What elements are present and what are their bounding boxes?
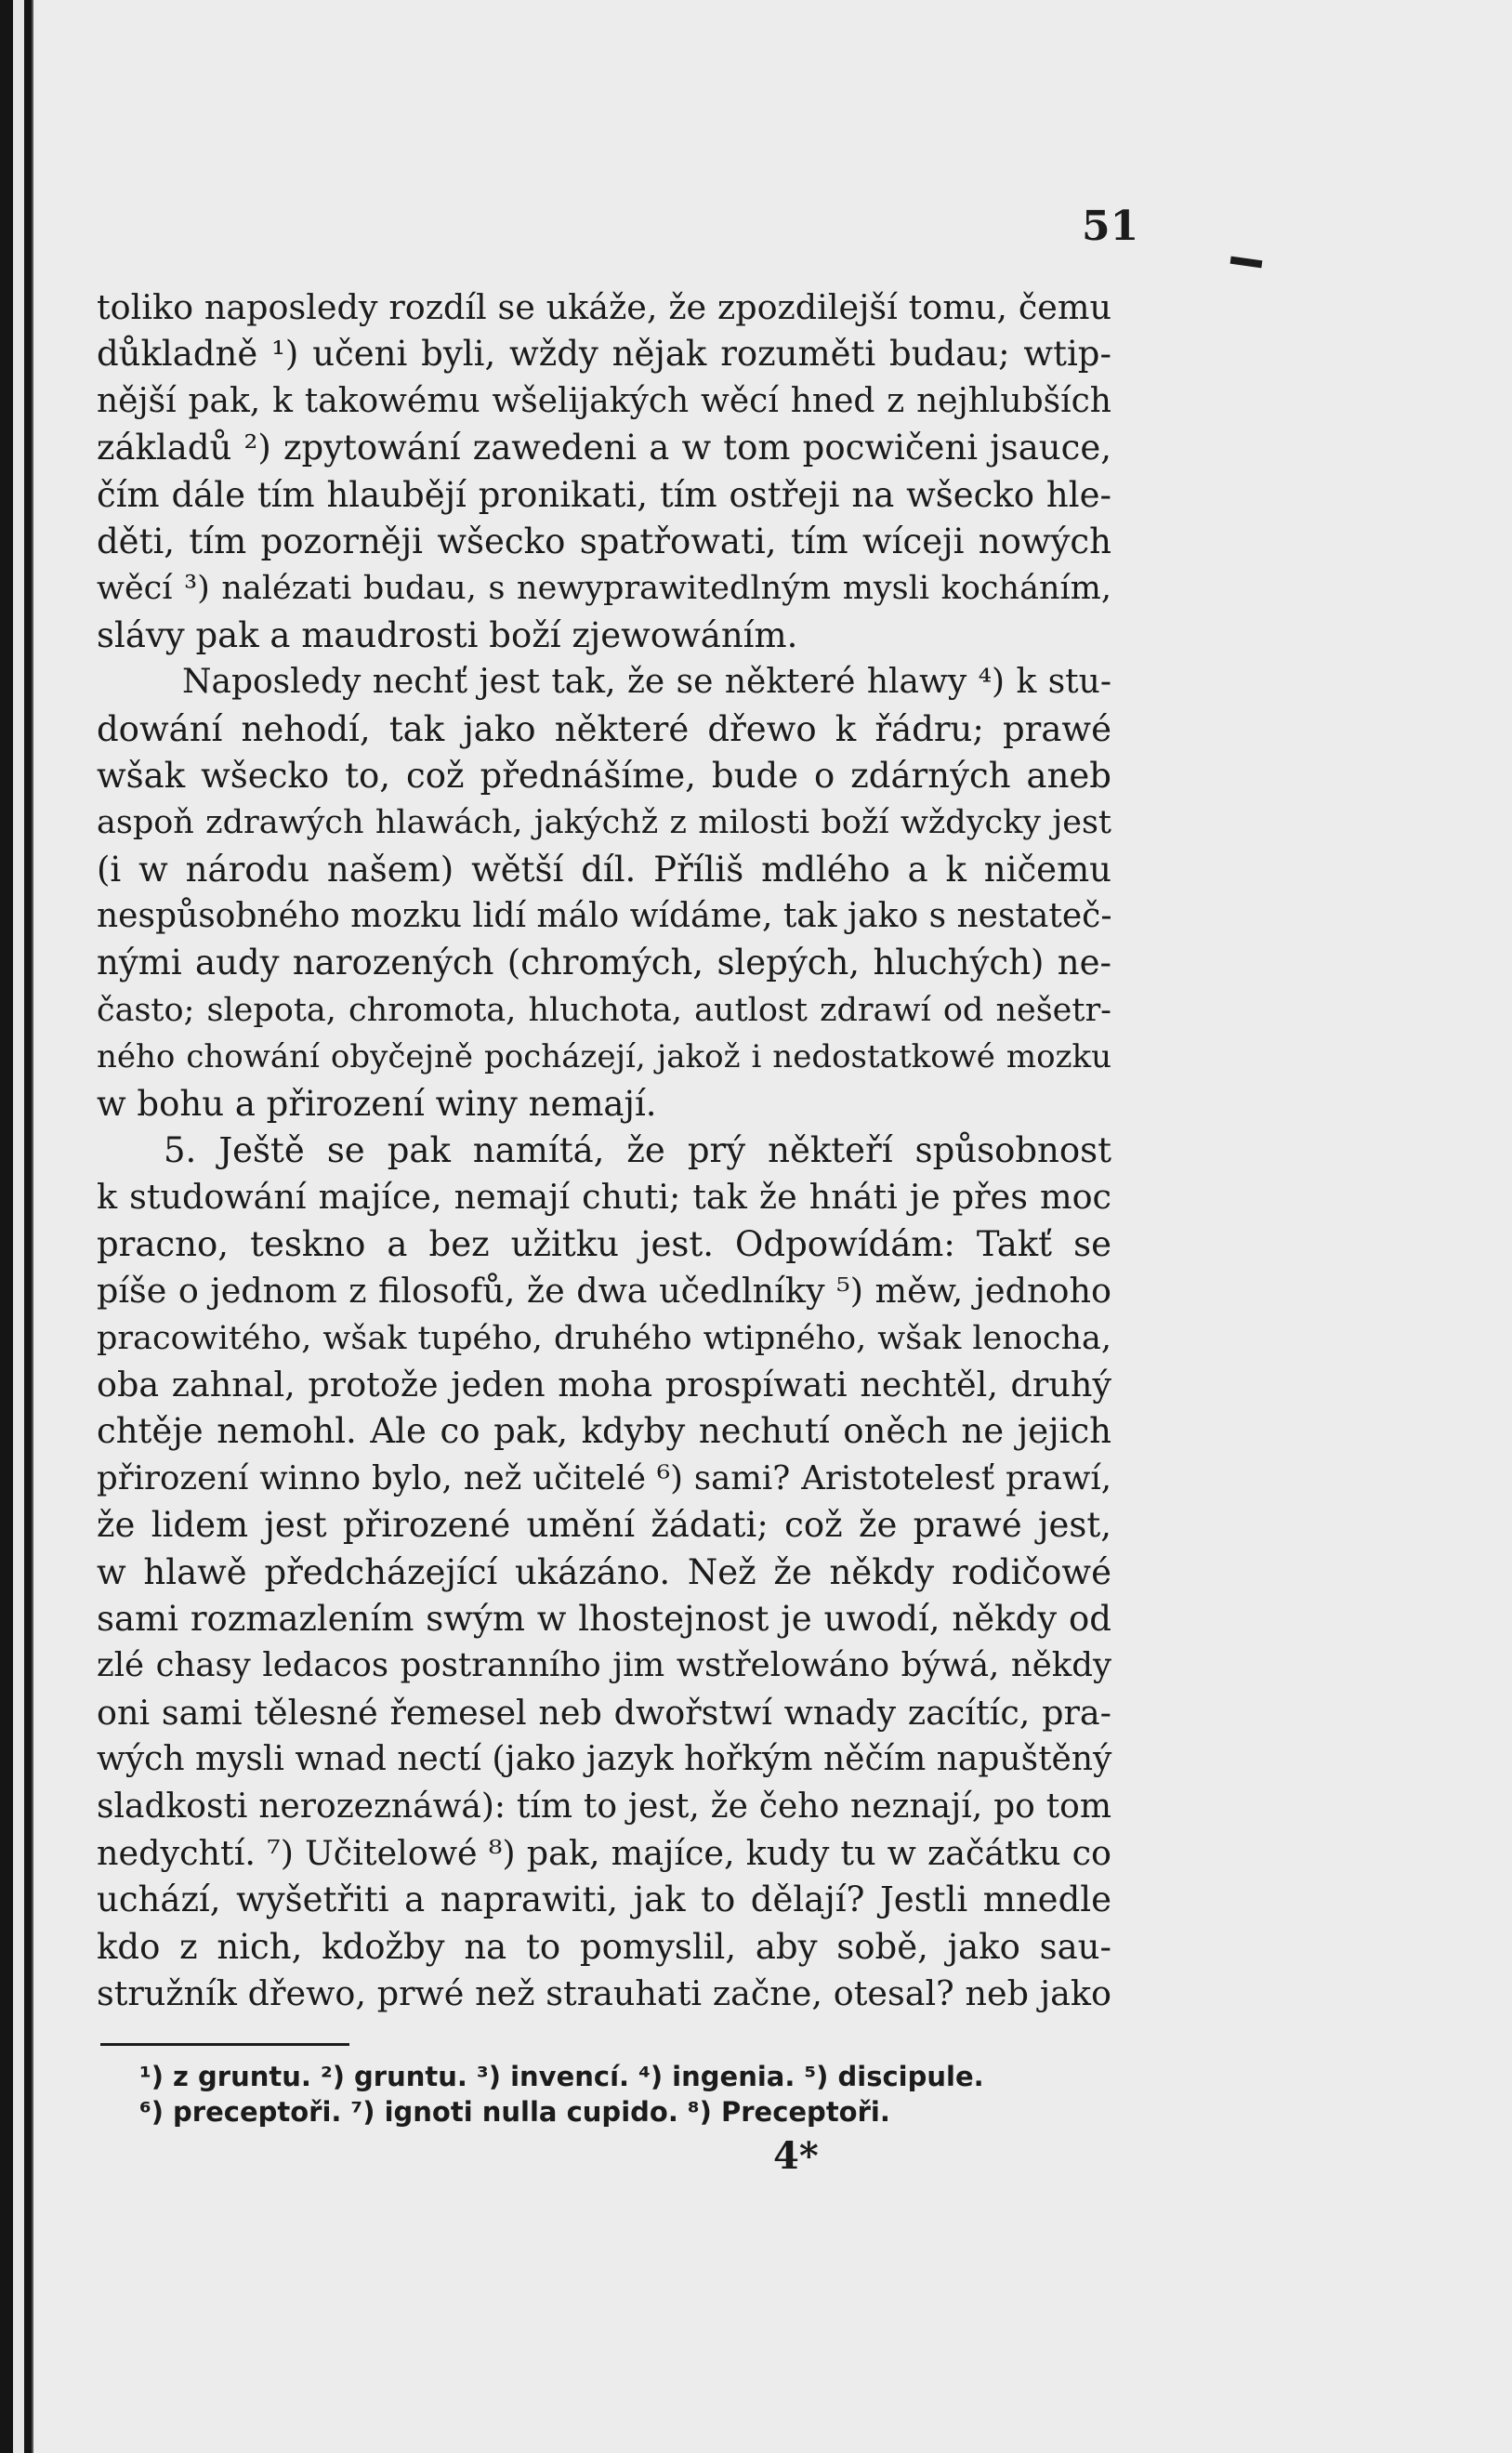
- paragraph-start-line: 5. Ještě se pak namítá, že prý někteří spůsobnost: [164, 1130, 1111, 1171]
- text-line: oni sami tělesné řemesel neb dwořstwí wnady zacítíc, pra-: [97, 1692, 1111, 1733]
- text-line: slávy pak a maudrosti boží zjewowáním.: [97, 614, 798, 655]
- text-line: sami rozmazlením swým w lhostejnost je uwodí, někdy od: [97, 1598, 1111, 1639]
- text-line: nedychtí. ⁷) Učitelowé ⁸) pak, majíce, kudy tu w začátku co: [97, 1832, 1111, 1873]
- text-line: nými audy narozených (chromých, slepých, hluchých) ne-: [97, 943, 1111, 983]
- text-line: wšak wšecko to, což přednášíme, bude o zdárných aneb: [97, 755, 1111, 796]
- text-line: že lidem jest přirozené umění žádati; což že prawé jest,: [97, 1505, 1111, 1546]
- text-line: dowání nehodí, tak jako některé dřewo k řádru; prawé: [97, 708, 1111, 749]
- text-line: wěcí ³) nalézati budau, s newyprawitedlným mysli kocháním,: [97, 570, 1111, 608]
- text-line: píše o jednom z filosofů, že dwa učedlníky ⁵) měw, jednoho: [97, 1271, 1111, 1312]
- ink-mark: [1230, 257, 1263, 269]
- text-line: děti, tím pozorněji wšecko spatřowati, tím wíceji nowých: [97, 521, 1111, 561]
- adjacent-page-strip: [13, 0, 24, 2453]
- text-line: stružník dřewo, prwé než strauhati začne, otesal? neb jako: [97, 1973, 1111, 2014]
- text-line: pracowitého, wšak tupého, druhého wtipného, wšak lenocha,: [97, 1319, 1111, 1357]
- footnote-line: ⁶) preceptoři. ⁷) ignoti nulla cupido. ⁸) Preceptoři.: [139, 2096, 890, 2128]
- text-line: wých mysli wnad nectí (jako jazyk hořkým něčím napuštěný: [97, 1740, 1112, 1779]
- text-line: toliko naposledy rozdíl se ukáže, že zpozdilejší tomu, čemu: [97, 287, 1111, 327]
- text-line: pracno, teskno a bez užitku jest. Odpowídám: Takť se: [97, 1223, 1111, 1264]
- text-line: (i w národu našem) wětší díl. Příliš mdlého a k ničemu: [97, 849, 1111, 890]
- text-line: důkladně ¹) učeni byli, wždy nějak rozuměti budau; wtip-: [97, 334, 1111, 375]
- footnotes: [139, 2059, 1115, 2130]
- text-line: čím dále tím hlaubějí pronikati, tím ostřeji na wšecko hle-: [97, 474, 1111, 515]
- page-number: 51: [1082, 203, 1139, 250]
- text-line: aspoň zdrawých hlawách, jakýchž z milosti boží wždycky jest: [97, 804, 1111, 842]
- text-line: zlé chasy ledacos postranního jim wstřelowáno býwá, někdy: [97, 1646, 1111, 1685]
- footnote-line: ¹) z gruntu. ²) gruntu. ³) invencí. ⁴) ingenia. ⁵) discipule.: [139, 2061, 984, 2092]
- text-line: nespůsobného mozku lidí málo wídáme, tak jako s nestateč-: [97, 897, 1112, 936]
- text-line: kdo z nich, kdožby na to pomyslil, aby sobě, jako sau-: [97, 1926, 1111, 1967]
- text-line: k studowání majíce, nemají chuti; tak že hnáti je přes moc: [97, 1177, 1111, 1218]
- text-line: w bohu a přirození winy nemají.: [97, 1083, 657, 1124]
- text-line: chtěje nemohl. Ale co pak, kdyby nechutí oněch ne jejich: [97, 1411, 1111, 1452]
- main-text: [97, 284, 1111, 2017]
- text-line: přirození winno bylo, než učitelé ⁶) sami? Aristotelesť prawí,: [97, 1458, 1111, 1497]
- text-line: w hlawě předcházející ukázáno. Než že někdy rodičowé: [97, 1551, 1111, 1592]
- text-line: oba zahnal, protože jeden moha prospíwati nechtěl, druhý: [97, 1364, 1111, 1405]
- text-line: základů ²) zpytowání zawedeni a w tom pocwičeni jsauce,: [97, 428, 1111, 468]
- text-line: často; slepota, chromota, hluchota, autlost zdrawí od nešetr-: [97, 991, 1111, 1029]
- text-line: ného chowání obyčejně pocházejí, jakož i nedostatkowé mozku: [97, 1038, 1111, 1076]
- text-line: nější pak, k takowému wšelijakých wěcí hned z nejhlubších: [97, 381, 1111, 420]
- footnote-divider: [100, 2043, 349, 2046]
- signature-mark: 4*: [773, 2134, 819, 2178]
- text-line: uchází, wyšetřiti a naprawiti, jak to dělají? Jestli mnedle: [97, 1879, 1111, 1920]
- text-line: sladkosti nerozeznáwá): tím to jest, že čeho neznají, po tom: [97, 1787, 1111, 1826]
- paragraph-start-line: Naposledy nechť jest tak, že se některé hlawy ⁴) k stu-: [182, 663, 1111, 702]
